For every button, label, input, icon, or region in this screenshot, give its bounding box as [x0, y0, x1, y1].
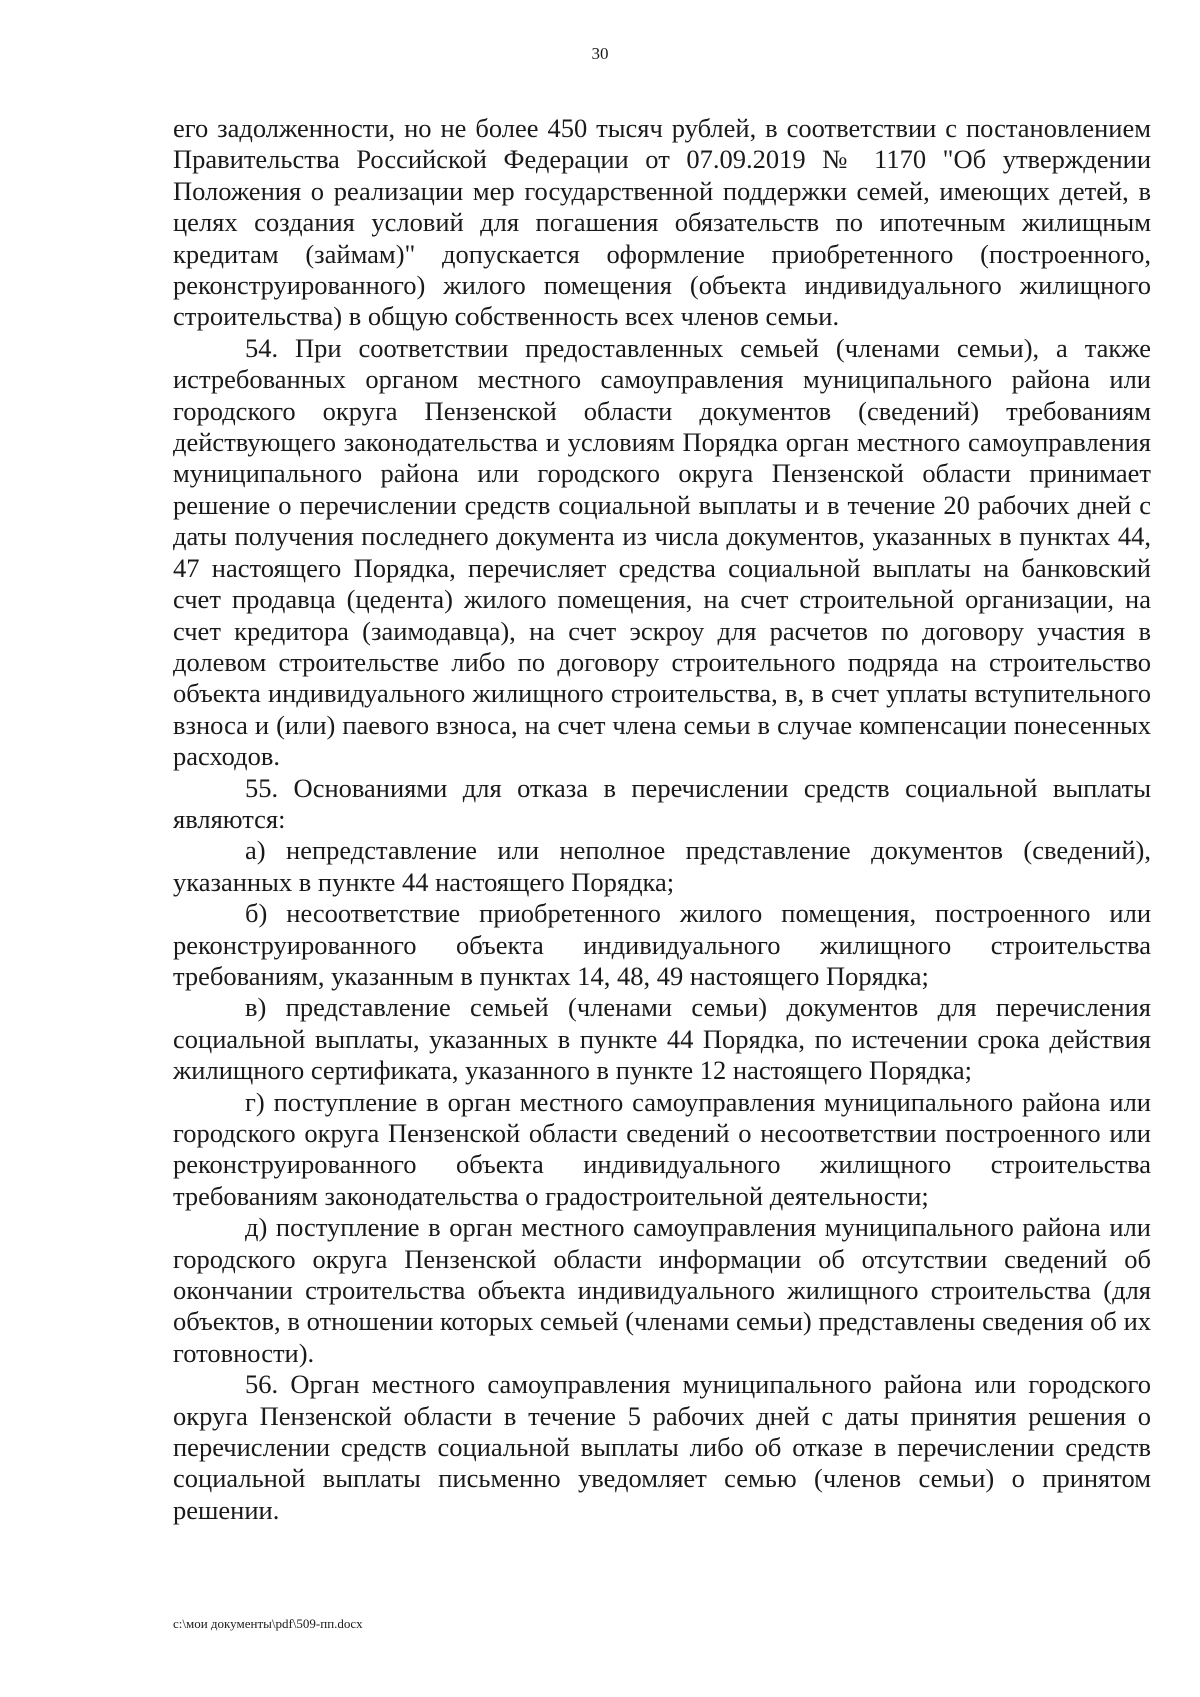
paragraph-55: 55. Основаниями для отказа в перечислении средств социальной выплаты являются: — [173, 772, 1151, 834]
paragraph-55-d: д) поступление в орган местного самоуправления муниципального района или городского округа Пензенской области информации об отсутствии сведений об окончании строительства объекта индивидуального жилищного строительства (для объектов, в отношении которых семьей (членами семьи) представлены сведения об их готовности). — [173, 1212, 1151, 1368]
footer-file-path: c:\мои документы\pdf\509-пп.docx — [173, 1616, 363, 1631]
document-body — [173, 113, 1151, 1526]
paragraph-55-a: а) непредставление или неполное представление документов (сведений), указанных в пункте 44 настоящего Порядка; — [173, 835, 1151, 897]
page-number: 30 — [591, 44, 609, 63]
paragraph-continuation: его задолженности, но не более 450 тысяч рублей, в соответствии с постановлением Правительства Российской Федерации от 07.09.2019 № 1170 "Об утверждении Положения о реализации мер государственной поддержки семей, имеющих детей, в целях создания условий для погашения обязательств по ипотечным жилищным кредитам (займам)" допускается оформление приобретенного (построенного, реконструированного) жилого помещения (объекта индивидуального жилищного строительства) в общую собственность всех членов семьи. — [173, 113, 1151, 332]
paragraph-54: 54. При соответствии предоставленных семьей (членами семьи), а также истребованных органом местного самоуправления муниципального района или городского округа Пензенской области документов (сведений) требованиям действующего законодательства и условиям Порядка орган местного самоуправления муниципального района или городского округа Пензенской области принимает решение о перечислении средств социальной выплаты и в течение 20 рабочих дней с даты получения последнего документа из числа документов, указанных в пунктах 44, 47 настоящего Порядка, перечисляет средства социальной выплаты на банковский счет продавца (цедента) жилого помещения, на счет строительной организации, на счет кредитора (заимодавца), на счет эскроу для расчетов по договору участия в долевом строительстве либо по договору строительного подряда на строительство объекта индивидуального жилищного строительства, в, в счет уплаты вступительного взноса и (или) паевого взноса, на счет члена семьи в случае компенсации понесенных расходов. — [173, 332, 1151, 772]
paragraph-55-v: в) представление семьей (членами семьи) документов для перечисления социальной выплаты, указанных в пункте 44 Порядка, по истечении срока действия жилищного сертификата, указанного в пункте 12 настоящего Порядка; — [173, 992, 1151, 1086]
paragraph-56: 56. Орган местного самоуправления муниципального района или городского округа Пензенской области в течение 5 рабочих дней с даты принятия решения о перечислении средств социальной выплаты либо об отказе в перечислении средств социальной выплаты письменно уведомляет семью (членов семьи) о принятом решении. — [173, 1369, 1151, 1525]
paragraph-55-g: г) поступление в орган местного самоуправления муниципального района или городского округа Пензенской области сведений о несоответствии построенного или реконструированного объекта индивидуального жилищного строительства требованиям законодательства о градостроительной деятельности; — [173, 1086, 1151, 1211]
paragraph-55-b: б) несоответствие приобретенного жилого помещения, построенного или реконструированного объекта индивидуального жилищного строительства требованиям, указанным в пунктах 14, 48, 49 настоящего Порядка; — [173, 898, 1151, 991]
